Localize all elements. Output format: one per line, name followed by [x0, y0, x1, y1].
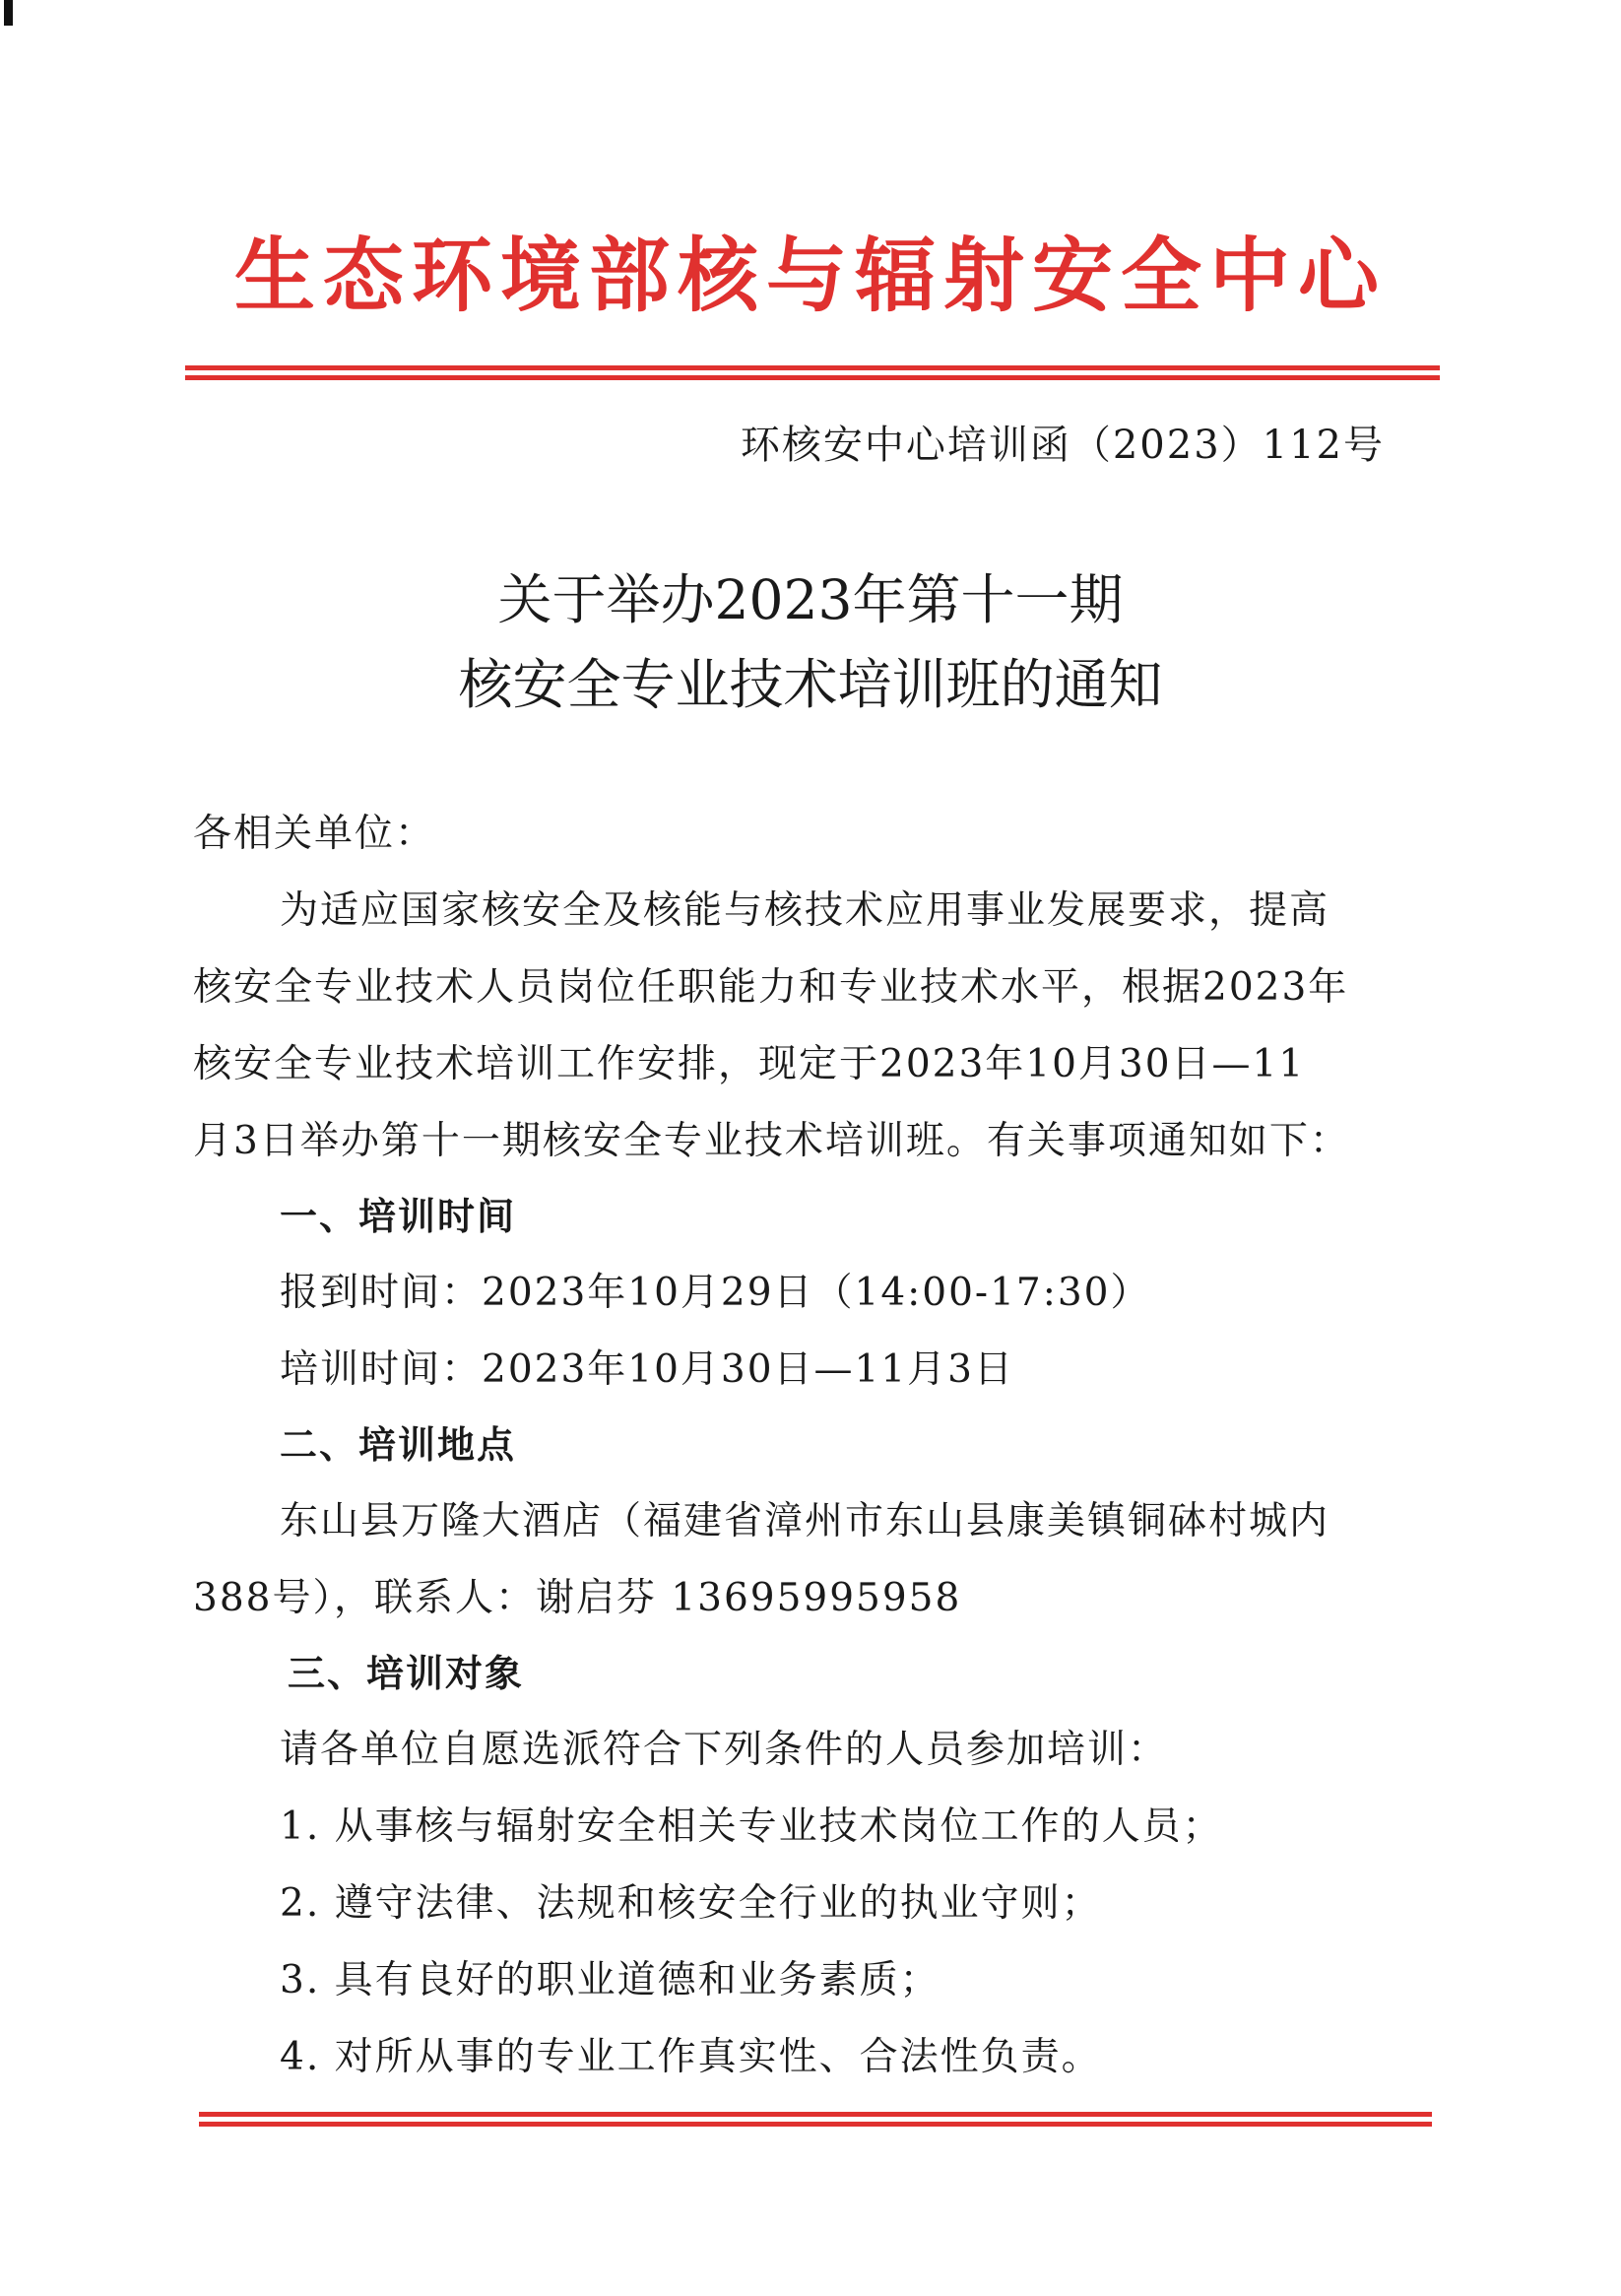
list-item-4: 4. 对所从事的专业工作真实性、合法性负责。 — [280, 2035, 1102, 2079]
intro-line-4: 月3日举办第十一期核安全专业技术培训班。有关事项通知如下： — [193, 1119, 1350, 1163]
header-red-rule-bottom — [185, 375, 1440, 380]
intro-line-3: 核安全专业技术培训工作安排，现定于2023年10月30日—11 — [193, 1042, 1306, 1086]
issuing-organization-header: 生态环境部核与辐射安全中心 — [233, 230, 1387, 323]
section-3-heading: 三、培训对象 — [288, 1652, 525, 1695]
header-red-rule-top — [185, 365, 1440, 370]
scan-edge-mark — [4, 0, 13, 26]
section-1-line-1: 报到时间：2023年10月29日（14:00-17:30） — [280, 1271, 1151, 1315]
intro-line-1: 为适应国家核安全及核能与核技术应用事业发展要求，提高 — [280, 888, 1330, 933]
intro-line-2: 核安全专业技术人员岗位任职能力和专业技术水平，根据2023年 — [193, 965, 1349, 1010]
section-1-heading: 一、培训时间 — [280, 1195, 517, 1238]
document-title-line-1: 关于举办2023年第十一期 — [497, 568, 1124, 631]
section-2-line-2: 388号），联系人：谢启芬 13695995958 — [193, 1576, 962, 1620]
section-1-line-2: 培训时间：2023年10月30日—11月3日 — [280, 1347, 1014, 1392]
salutation: 各相关单位： — [193, 812, 436, 856]
document-title — [0, 558, 1621, 727]
section-2-line-1: 东山县万隆大酒店（福建省漳州市东山县康美镇铜砵村城内 — [280, 1499, 1330, 1543]
section-2-heading: 二、培训地点 — [280, 1423, 517, 1467]
list-item-3: 3. 具有良好的职业道德和业务素质； — [280, 1958, 940, 2002]
list-item-1: 1. 从事核与辐射安全相关专业技术岗位工作的人员； — [280, 1804, 1223, 1849]
list-item-2: 2. 遵守法律、法规和核安全行业的执业守则； — [280, 1881, 1102, 1926]
section-3-intro: 请各单位自愿选派符合下列条件的人员参加培训： — [280, 1728, 1169, 1772]
footer-red-rule-bottom — [199, 2122, 1432, 2127]
document-title-line-2: 核安全专业技术培训班的通知 — [458, 653, 1163, 716]
footer-red-rule-top — [199, 2112, 1432, 2117]
document-number: 环核安中心培训函（2023）112号 — [740, 423, 1385, 468]
